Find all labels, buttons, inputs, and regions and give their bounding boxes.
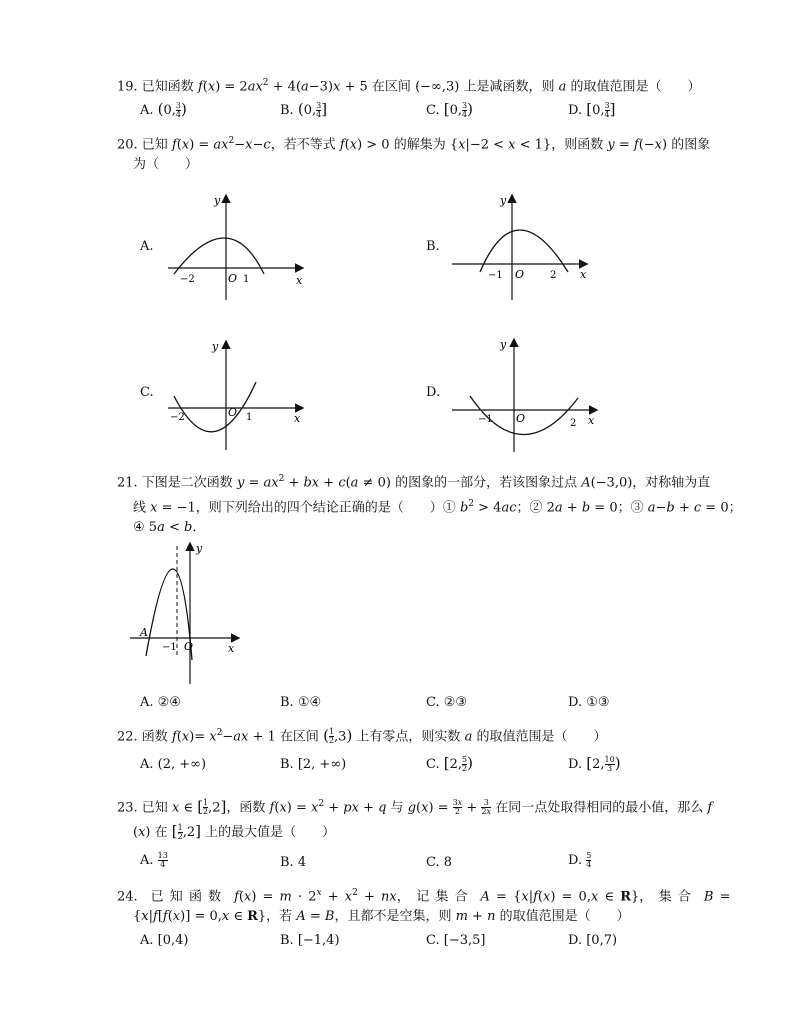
q20-stem-line2: 为（ ） bbox=[133, 157, 199, 172]
q24-stem-line1: 24. 已 知 函 数 $f(x) = m \cdot 2^x + x^2$ + nx， 记 集 合 A = {x|f(x) = 0,x ∈ R}， 集 合 B = bbox=[117, 888, 731, 905]
q19-option-b[interactable]: B. (0, 3 4] bbox=[280, 100, 328, 119]
q23-option-a[interactable]: A. 13 4 bbox=[140, 851, 168, 869]
parabola bbox=[174, 238, 264, 274]
q19-stem: 19. 已知函数 $f(x) = 2ax^2 + 4(a-3)x + 5$ 在区间 (−∞,3) 上是减函数，则 a 的取值范围是（ ） bbox=[117, 78, 701, 95]
tick-neg: −1 bbox=[488, 270, 503, 281]
q22-option-a[interactable]: A. (2, +∞) bbox=[140, 757, 207, 772]
q21-option-d[interactable]: D. ①③ bbox=[568, 695, 610, 710]
q23-option-c[interactable]: C. 8 bbox=[426, 855, 453, 870]
y-label: y bbox=[500, 194, 507, 207]
tick-neg: −2 bbox=[180, 274, 195, 285]
q21-stem-line3: ④ 5a < b． bbox=[133, 520, 206, 535]
q24-option-b[interactable]: B. [−1,4) bbox=[280, 933, 340, 948]
q22-option-d[interactable]: D. [2, 10 3 ) bbox=[568, 754, 621, 773]
q20-option-a-label[interactable]: A. bbox=[140, 239, 154, 254]
tick-neg: −1 bbox=[478, 414, 493, 425]
point-a-label: A bbox=[140, 626, 148, 639]
y-label: y bbox=[214, 194, 221, 207]
q23-option-b[interactable]: B. 4 bbox=[280, 855, 307, 870]
x-label: x bbox=[294, 412, 301, 425]
q22-stem: 22. 函数 $f(x)= x^2-ax + 1$ 在区间 ( 1 2,3) 上有零点，则实数 a 的取值范围是（ ） bbox=[117, 726, 607, 746]
parabola bbox=[174, 382, 256, 432]
x-label: x bbox=[228, 642, 235, 655]
tick-pos: 1 bbox=[243, 274, 250, 285]
tick-pos: 2 bbox=[550, 270, 557, 281]
q21-graph bbox=[128, 538, 248, 686]
q19-option-d[interactable]: D. [0, 3 4] bbox=[568, 100, 616, 119]
q20-graph-d bbox=[448, 332, 598, 456]
x-label: x bbox=[588, 414, 595, 427]
q24-stem-line2: {x|f[f(x)] = 0,x ∈ R}，若 A = B，且都不是空集，则 m + n 的取值范围是（ ） bbox=[133, 909, 630, 924]
q20-option-d-label[interactable]: D. bbox=[426, 385, 441, 400]
parabola bbox=[480, 230, 568, 272]
q21-option-b[interactable]: B. ①④ bbox=[280, 695, 322, 710]
q21-option-c[interactable]: C. ②③ bbox=[426, 695, 468, 710]
origin-label: O bbox=[228, 406, 238, 419]
x-label: x bbox=[580, 268, 587, 281]
q20-stem-line1: 20. 已知 $f(x) = ax^2-x-c$，若不等式 f(x) > 0 的解集为 {x|−2 < x < 1}，则函数 y = f(−x) 的图象 bbox=[117, 136, 711, 153]
axis-tick-label: −1 bbox=[162, 642, 177, 653]
y-label: y bbox=[500, 338, 507, 351]
q21-stem-line2: 线 x = −1，则下列给出的四个结论正确的是（ ）① $b^2 > 4ac$；② 2a + b = 0；③ a−b + c = 0； bbox=[133, 499, 742, 516]
q20-graph-a bbox=[164, 188, 314, 306]
origin-label: O bbox=[228, 272, 238, 285]
q24-option-a[interactable]: A. [0,4) bbox=[140, 933, 189, 948]
tick-neg: −2 bbox=[170, 412, 185, 423]
q23-stem-line2: (x) 在 [ 1 2,2] 上的最大值是（ ） bbox=[133, 822, 336, 841]
tick-pos: 1 bbox=[246, 412, 253, 423]
q22-option-b[interactable]: B. [2, +∞) bbox=[280, 757, 347, 772]
tick-pos: 2 bbox=[570, 418, 577, 429]
origin-label: O bbox=[184, 640, 194, 653]
q22-option-c[interactable]: C. [2, 5 2) bbox=[426, 754, 473, 773]
y-label: y bbox=[196, 542, 203, 555]
q24-option-d[interactable]: D. [0,7) bbox=[568, 933, 618, 948]
q19-option-a[interactable]: A. (0, 3 4) bbox=[140, 100, 187, 119]
y-label: y bbox=[212, 340, 219, 353]
q20-option-b-label[interactable]: B. bbox=[426, 239, 440, 254]
q23-stem-line1: 23. 已知 x ∈ [ 1 2,2]，函数 $f(x) = x^2$ + px + q 与 g(x) = 3x 2 + 3 2x 在同一点处取得相同的最小值，那么 f bbox=[117, 797, 713, 817]
q21-stem-line1: 21. 下图是二次函数 $y = ax^2$ + bx + c(a ≠ 0) 的图象的一部分，若该图象过点 A(−3,0)，对称轴为直 bbox=[117, 474, 711, 491]
origin-label: O bbox=[516, 412, 526, 425]
q20-option-c-label[interactable]: C. bbox=[140, 385, 154, 400]
q24-option-c[interactable]: C. [−3,5] bbox=[426, 933, 486, 948]
q23-option-d[interactable]: D. 5 4 bbox=[568, 851, 592, 869]
x-label: x bbox=[296, 274, 303, 287]
origin-label: O bbox=[515, 268, 525, 281]
q20-graph-b bbox=[448, 188, 598, 306]
q21-option-a[interactable]: A. ②④ bbox=[140, 695, 181, 710]
q19-option-c[interactable]: C. [0, 3 4) bbox=[426, 100, 473, 119]
q20-graph-c bbox=[164, 334, 314, 452]
